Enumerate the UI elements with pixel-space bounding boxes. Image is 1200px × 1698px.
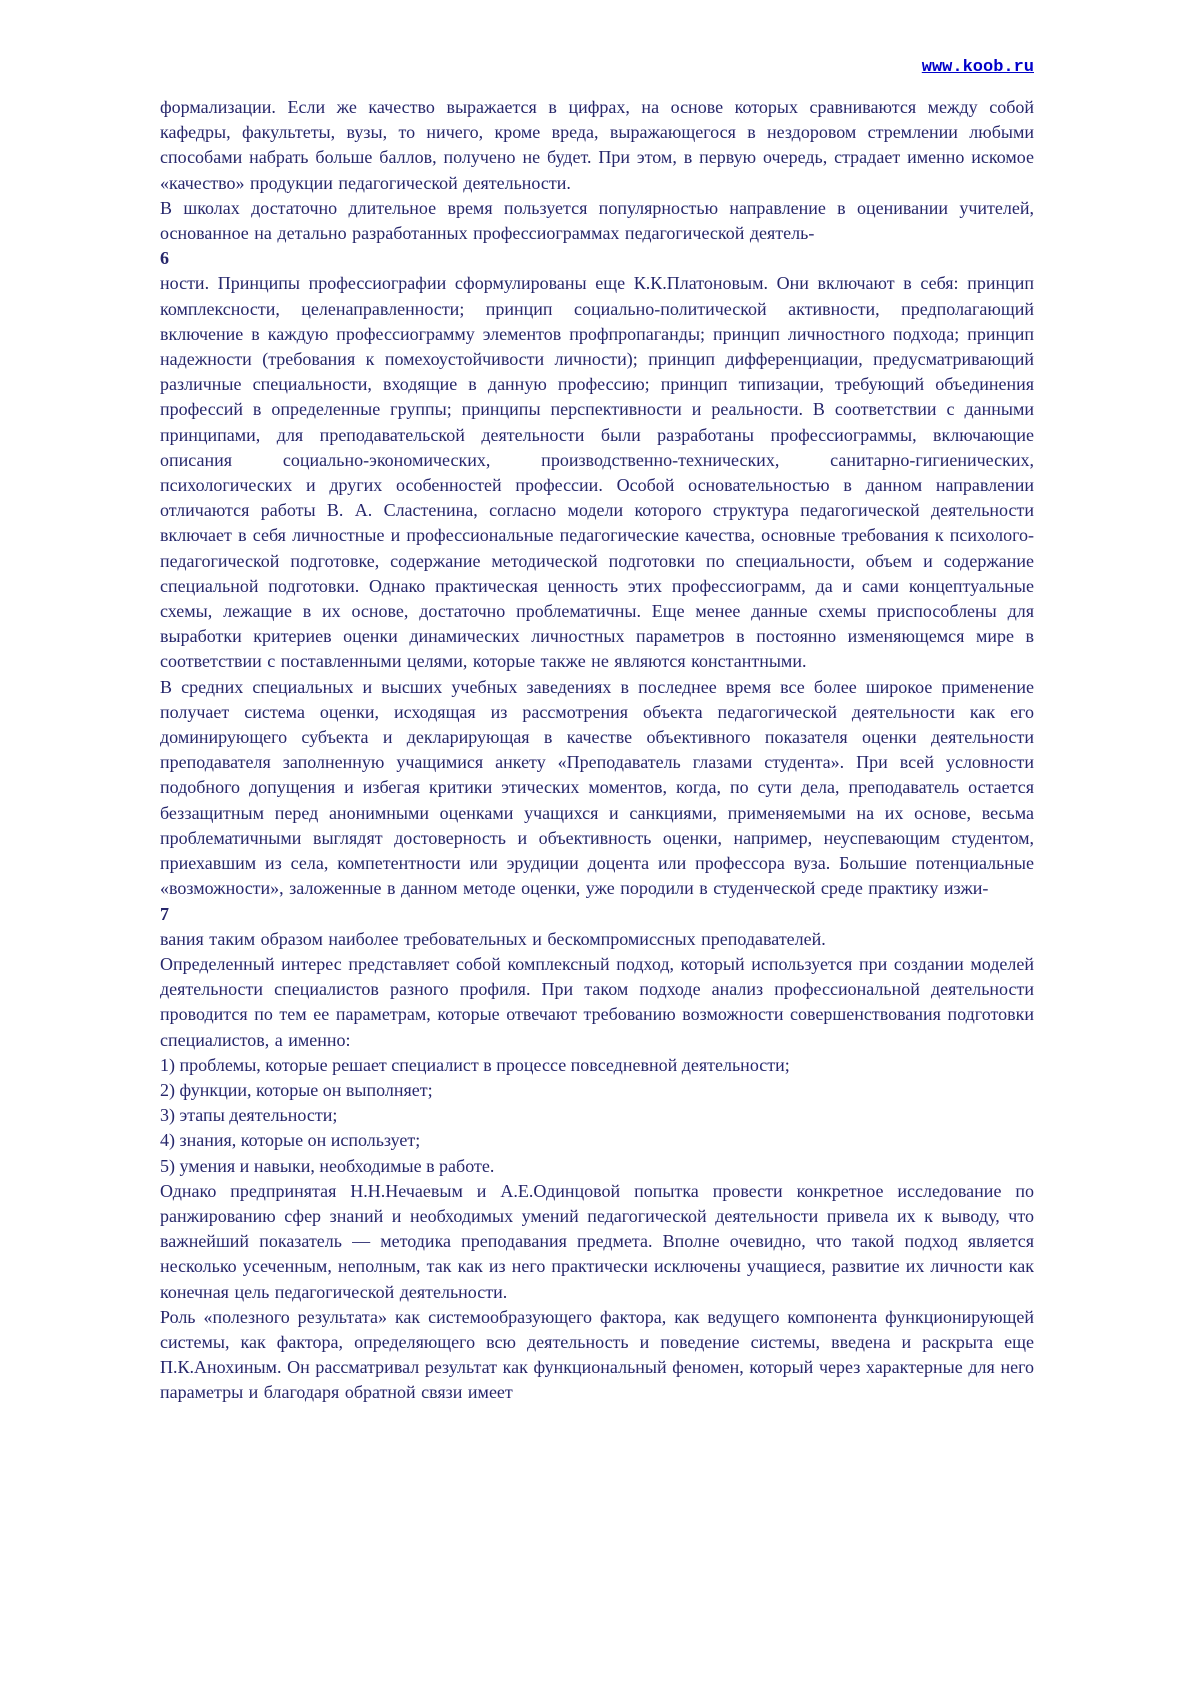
paragraph: Роль «полезного результата» как системообразующего фактора, как ведущего компонента функционирующей системы, как фактора, определяющего всю деятельность и поведение системы, введена и раскрыта еще П.К.Анохиным. Он рассматривал результат как функциональный феномен, который через характерные для него параметры и благодаря обратной связи имеет [160,1306,1034,1403]
list-item: 1) проблемы, которые решает специалист в процессе повседневной деятельности; [160,1054,790,1075]
paragraph: вания таким образом наиболее требовательных и бескомпромиссных преподавателей. [160,928,826,949]
koob-link[interactable]: www.koob.ru [921,58,1034,77]
paragraph: Определенный интерес представляет собой комплексный подход, который используется при создании моделей деятельности специалистов разного профиля. При таком подходе анализ профессиональной деятельности проводится по тем ее параметрам, которые отвечают требованию возможности совершенствования подготовки специалистов, а именно: [160,953,1034,1050]
page-number: 6 [160,248,169,269]
paragraph: формализации. Если же качество выражается в цифрах, на основе которых сравниваются между собой кафедры, факультеты, вузы, то ничего, кроме вреда, выражающегося в нездоровом стремлении любыми способами набрать больше баллов, получено не будет. При этом, в первую очередь, страдает именно искомое «качество» продукции педагогической деятельности. [160,97,1034,193]
paragraph: В школах достаточно длительное время пользуется популярностью направление в оценивании учителей, основанное на детально разработанных профессиограммах педагогической деятель- [160,197,1034,244]
paragraph: В средних специальных и высших учебных заведениях в последнее время все более широкое применение получает система оценки, исходящая из рассмотрения объекта педагогической деятельности как его доминирующего субъекта и декларирующая в качестве объективного показателя оценки деятельности преподавателя заполненную учащимися анкету «Преподаватель глазами студента». При всей условности подобного допущения и избегая критики этических моментов, когда, по сути дела, преподаватель остается беззащитным перед анонимными оценками учащихся и санкциями, применяемыми на их основе, весьма проблематичными выглядят достоверность и объективность оценки, например, неуспевающим студентом, приехавшим из села, компетентности или эрудиции доцента или профессора вуза. Большие потенциальные «возможности», заложенные в данном методе оценки, уже породили в студенческой среде практику изжи- [160,676,1034,899]
list-item: 5) умения и навыки, необходимые в работе. [160,1155,495,1176]
document-body [160,95,1034,1406]
list-item: 3) этапы деятельности; [160,1105,338,1126]
page-header [160,58,1034,77]
page-number: 7 [160,903,169,924]
list-item: 4) знания, которые он использует; [160,1130,421,1151]
paragraph: Однако предпринятая Н.Н.Нечаевым и А.Е.Одинцовой попытка провести конкретное исследование по ранжированию сфер знаний и необходимых умений педагогической деятельности привела их к выводу, что важнейший показатель — методика преподавания предмета. Вполне очевидно, что такой подход является несколько усеченным, неполным, так как из него практически исключены учащиеся, развитие их личности как конечная цель педагогической деятельности. [160,1180,1034,1302]
paragraph: ности. Принципы профессиографии сформулированы еще К.К.Платоновым. Они включают в себя: принцип комплексности, целенаправленности; принцип социально-политической активности, предполагающий включение в каждую профессиограмму элементов профпропаганды; принцип личностного подхода; принцип надежности (требования к помехоустойчивости личности); принцип дифференциации, предусматривающий различные специальности, входящие в данную профессию; принцип типизации, требующий объединения профессий в определенные группы; принципы перспективности и реальности. В соответствии с данными принципами, для преподавательской деятельности были разработаны профессиограммы, включающие описания социально-экономических, производственно-технических, санитарно-гигиенических, психологических и других особенностей профессии. Особой основательностью в данном направлении отличаются работы В. А. Сластенина, согласно модели которого структура педагогической деятельности включает в себя личностные и профессиональные педагогические качества, основные требования к психолого-педагогической подготовке, содержание методической подготовки по специальности, объем и содержание специальной подготовки. Однако практическая ценность этих профессиограмм, да и сами концептуальные схемы, лежащие в их основе, достаточно проблематичны. Еще менее данные схемы приспособлены для выработки критериев оценки динамических личностных параметров в постоянно изменяющемся мире в соответствии с поставленными целями, которые также не являются константными. [160,273,1034,672]
list-item: 2) функции, которые он выполняет; [160,1079,433,1100]
